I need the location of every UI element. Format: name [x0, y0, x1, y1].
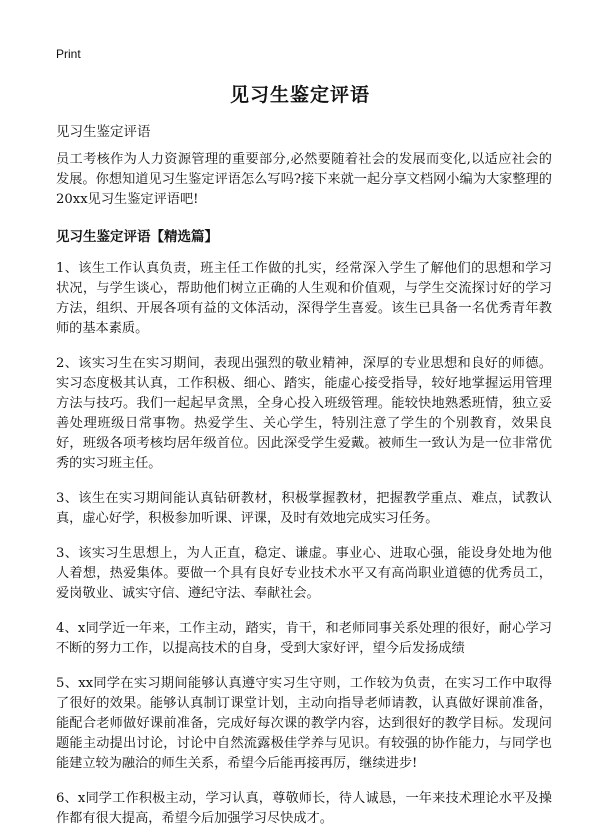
paragraph-7: 6、x同学工作积极主动，学习认真，尊敬师长，待人诚恳，一年来技术理论水平及操作都有很大提高，希望今后加强学习尽快成才。	[56, 791, 552, 826]
print-link[interactable]: Print	[56, 47, 81, 61]
paragraph-6: 5、xx同学在实习期间能够认真遵守实习生守则，工作较为负责，在实习工作中取得了很好的效果。能够认真制订课堂计划，主动向指导老师请教，认真做好课前准备，能配合老师做好课前准备，完成好每次课的教学内容，达到很好的教学目标。发现问题能主动提出讨论，讨论中自然流露极佳学养与见识。有较强的协作能力，与同学也能建立较为融洽的师生关系，希望今后能再接再厉，继续进步!	[56, 676, 552, 771]
paragraph-1: 1、该生工作认真负责，班主任工作做的扎实，经常深入学生了解他们的思想和学习状况，与学生谈心，帮助他们树立正确的人生观和价值观，与学生交流探讨好的学习方法，组织、开展各项有益的文体活动，深得学生喜爱。该生已具备一名优秀青年教师的基本素质。	[56, 261, 552, 336]
intro-paragraph: 员工考核作为人力资源管理的重要部分,必然要随着社会的发展而变化,以适应社会的发展。你想知道见习生鉴定评语怎么写吗?接下来就一起分享文档网小编为大家整理的20xx见习生鉴定评语吧!	[56, 152, 552, 207]
paragraph-2: 2、该实习生在实习期间，表现出强烈的敬业精神，深厚的专业思想和良好的师德。实习态度极其认真，工作积极、细心、踏实，能虚心接受指导，较好地掌握运用管理方法与技巧。我们一起起早贪黑，全身心投入班级管理。能较快地熟悉班情，独立妥善处理班级日常事物。热爱学生、关心学生，特别注意了学生的个别教育，效果良好，班级各项考核均居年级首位。因此深受学生爱戴。被师生一致认为是一位非常优秀的实习班主任。	[56, 356, 552, 471]
paragraph-5: 4、x同学近一年来，工作主动，踏实，肯干，和老师同事关系处理的很好，耐心学习不断的努力工作，以提高技术的自身，受到大家好评，望今后发扬成绩	[56, 621, 552, 656]
document-subtitle: 见习生鉴定评语	[56, 124, 151, 140]
section-heading: 见习生鉴定评语【精选篇】	[56, 229, 218, 245]
paragraph-3: 3、该生在实习期间能认真钻研教材，积极掌握教材，把握教学重点、难点，试教认真，虚心好学，积极参加听课、评课，及时有效地完成实习任务。	[56, 491, 552, 526]
paragraph-4: 3、该实习生思想上，为人正直，稳定、谦虚。事业心、进取心强，能设身处地为他人着想，热爱集体。要做一个具有良好专业技术水平又有高尚职业道德的优秀员工，爱岗敬业、诚实守信、遵纪守法、奉献社会。	[56, 546, 552, 601]
page-title: 见习生鉴定评语	[229, 84, 370, 106]
